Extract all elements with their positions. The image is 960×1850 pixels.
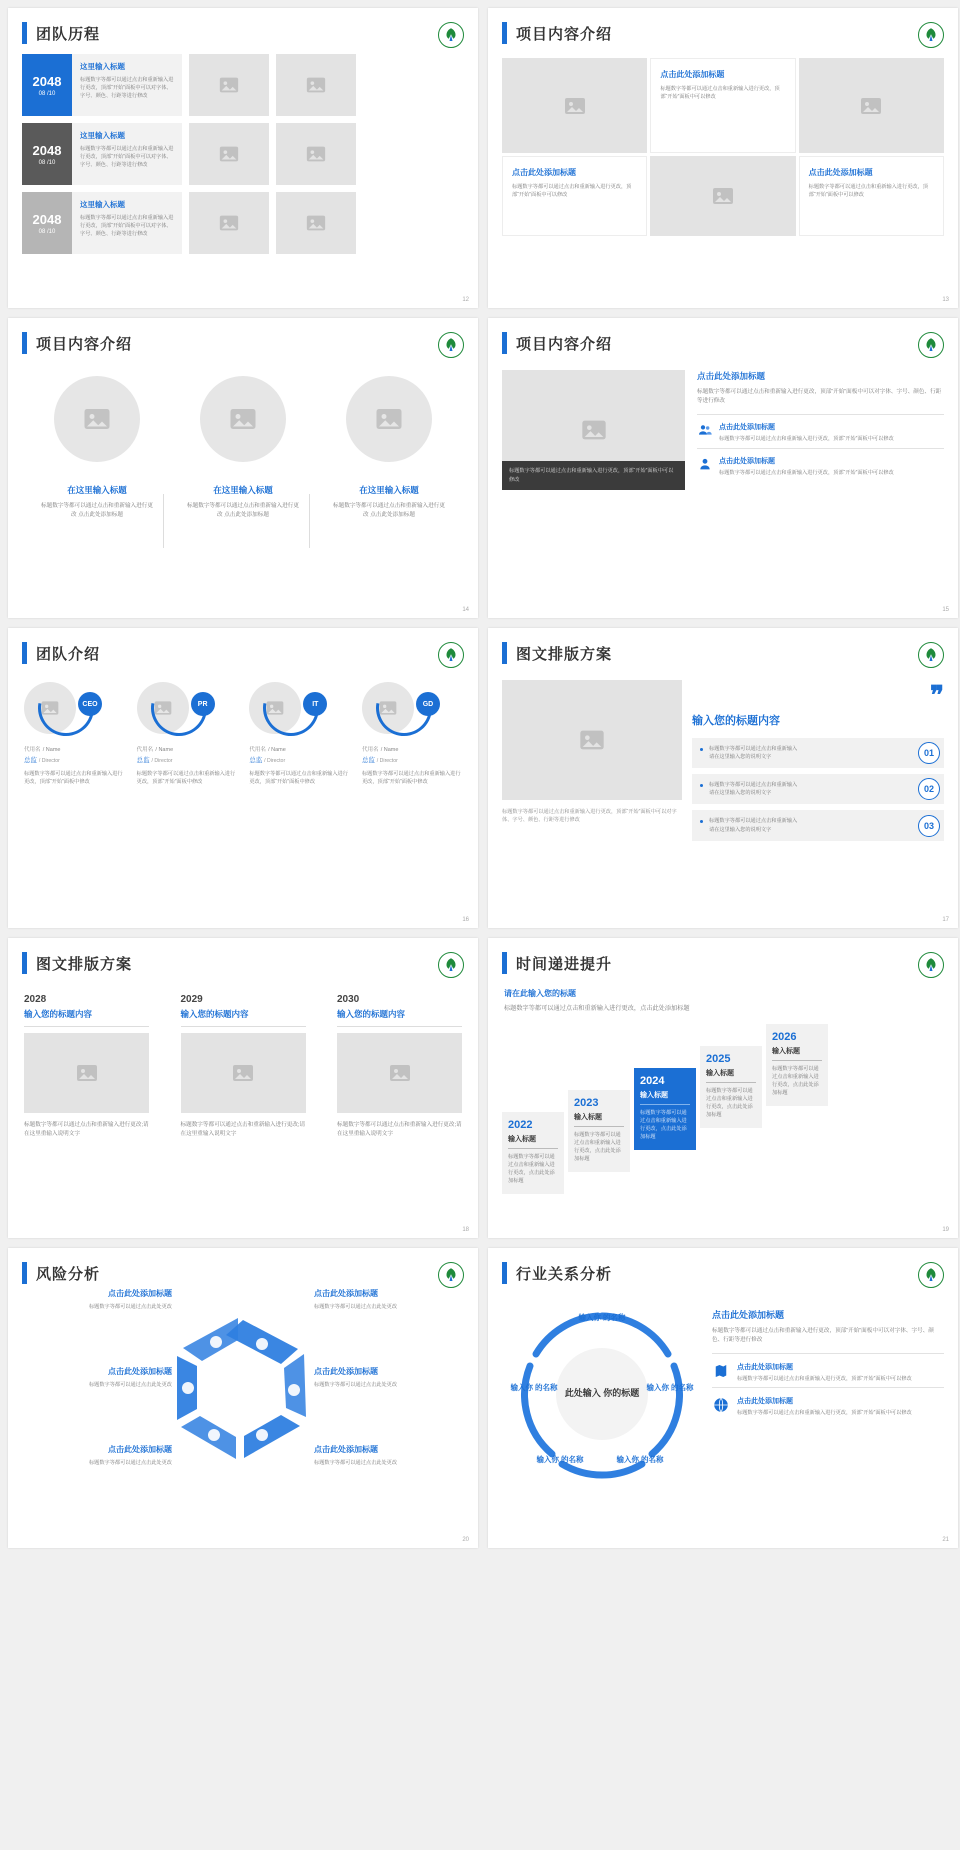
- member-name-en: / Name: [380, 747, 399, 753]
- step-ladder: [488, 1014, 958, 1194]
- page-title: 行业关系分析: [516, 1265, 613, 1283]
- item-body: 标题数字等都可以通过点击此处更改: [314, 1304, 398, 1310]
- step-body: 标题数字等都可以通过点击和重新输入进行更改，点击此处添加标题: [508, 1153, 555, 1185]
- avatar[interactable]: [24, 682, 102, 734]
- list-item[interactable]: [697, 414, 944, 448]
- role-badge: PR: [191, 692, 215, 716]
- item-body: 标题数字等都可以通过点击和重新输入进行更改，顶部“开始”面板中可以修改: [737, 1375, 912, 1382]
- node-label[interactable]: 输入你 的名称: [616, 1455, 664, 1464]
- image-placeholder[interactable]: [276, 123, 356, 185]
- leaf-circle-logo-icon: [918, 332, 944, 358]
- risk-item[interactable]: [22, 1366, 172, 1389]
- content-column: [692, 680, 944, 847]
- step-item-active[interactable]: [634, 1068, 696, 1150]
- panel-heading: 点击此处添加标题: [712, 1310, 785, 1320]
- column-heading: 在这里输入标题: [359, 485, 419, 495]
- step-heading: 输入标题: [574, 1112, 624, 1127]
- cell-body: 标题数字等都可以通过点击和重新输入进行更改，顶部“开始”面板中可以修改: [808, 184, 928, 199]
- title-accent-bar: [502, 952, 507, 974]
- column-heading: 输入您的标题内容: [24, 1008, 149, 1027]
- column-body: 标题数字等都可以通过点击和重新输入进行更改 点击此处添加标题: [333, 503, 445, 518]
- step-item[interactable]: [700, 1046, 762, 1128]
- column-body: 标题数字等都可以通过点击和重新输入进行更改 点击此处添加标题: [187, 503, 299, 518]
- text-cell[interactable]: [650, 58, 795, 153]
- team-grid: [8, 664, 478, 786]
- node-label[interactable]: 输入你 的名称: [646, 1383, 694, 1392]
- item-heading: 点击此处添加标题: [108, 1289, 172, 1298]
- image-placeholder[interactable]: [189, 192, 269, 254]
- leaf-circle-logo-icon: [918, 642, 944, 668]
- item-heading: 点击此处添加标题: [719, 423, 775, 431]
- member-name-cn: 代用名: [361, 747, 379, 753]
- member-role-en: / Director: [151, 758, 173, 764]
- member-body: 标题数字等都可以通过点击和重新输入进行更改，顶部“开始”面板中修改: [136, 771, 236, 786]
- row-line-1: 标题数字等都可以通过点击和重新输入: [709, 818, 798, 825]
- slide-header: [8, 318, 478, 354]
- cell-heading: 点击此处添加标题: [512, 168, 576, 177]
- step-year: 2025: [706, 1052, 731, 1065]
- image-caption: 标题数字等都可以通过点击和重新输入进行更改，顶部“开始”面板中可以修改: [502, 461, 685, 490]
- member-role-en: / Director: [264, 758, 286, 764]
- timeline-date: [22, 192, 72, 254]
- member-name-en: / Name: [42, 747, 61, 753]
- lead-body: 标题数字等都可以通过点击和重新输入进行更改，点击此处添加标题: [504, 1005, 690, 1012]
- role-badge: CEO: [78, 692, 102, 716]
- item-heading: 点击此处添加标题: [737, 1363, 793, 1371]
- quote-layout: [488, 664, 958, 847]
- slide-14: [8, 318, 478, 618]
- column-body: 标题数字等都可以通过点击和重新输入进行更改;请在这里重输入说明文字: [337, 1122, 462, 1137]
- team-member[interactable]: [137, 682, 237, 786]
- image-placeholder[interactable]: [502, 58, 647, 153]
- member-body: 标题数字等都可以通过点击和重新输入进行更改，顶部“开始”面板中修改: [249, 771, 348, 786]
- member-name: [24, 744, 124, 753]
- column-item[interactable]: [327, 376, 452, 520]
- image-placeholder[interactable]: [181, 1033, 306, 1113]
- image-column-right: [276, 54, 356, 254]
- page-number: 13: [942, 297, 949, 303]
- timeline-list: [22, 54, 182, 254]
- leaf-circle-logo-icon: [438, 952, 464, 978]
- page-number: 21: [942, 1537, 949, 1543]
- image-placeholder[interactable]: [276, 54, 356, 116]
- lead-heading: 请在此输入您的标题: [504, 989, 576, 998]
- item-body: 标题数字等都可以通过点击此处更改: [88, 1382, 172, 1388]
- member-role-cn: 总监: [24, 757, 37, 764]
- column-body: 标题数字等都可以通过点击和重新输入进行更改;请在这里重输入说明文字: [24, 1122, 149, 1137]
- list-item[interactable]: [712, 1387, 944, 1421]
- page-title: 图文排版方案: [36, 955, 133, 973]
- image-column-left: [189, 54, 269, 254]
- user-icon: [697, 456, 713, 472]
- risk-item[interactable]: [314, 1288, 464, 1311]
- timeline-daymonth: 08 /10: [38, 159, 56, 166]
- panel-heading: 点击此处添加标题: [697, 371, 766, 381]
- image-text-layout: [488, 354, 958, 490]
- image-placeholder[interactable]: [189, 123, 269, 185]
- item-heading: 点击此处添加标题: [108, 1445, 172, 1454]
- image-placeholder[interactable]: [200, 376, 286, 462]
- step-item[interactable]: [502, 1112, 564, 1194]
- bullet-spacer: [700, 756, 703, 759]
- row-number: 01: [918, 742, 940, 764]
- item-body: 标题数字等都可以通过点击和重新输入进行更改，顶部“开始”面板中可以修改: [737, 1409, 912, 1416]
- member-name-en: / Name: [268, 747, 286, 753]
- timeline-item[interactable]: [22, 54, 182, 116]
- slide-12: [8, 8, 478, 308]
- slide-21: [488, 1248, 958, 1548]
- column-item[interactable]: [181, 376, 306, 520]
- team-member[interactable]: [362, 682, 462, 786]
- pinwheel-hexagon-icon: [148, 1302, 338, 1477]
- image-placeholder[interactable]: [502, 680, 682, 800]
- timeline-heading: 这里输入标题: [80, 200, 125, 209]
- slide-18: [8, 938, 478, 1238]
- avatar[interactable]: [362, 682, 440, 734]
- image-caption: 标题数字等都可以通过点击和重新输入进行更改，顶部“开始”面板中可以对字体、字号、颜色、行距等进行修改: [502, 809, 677, 824]
- slide-header: [8, 628, 478, 664]
- slide-header: [488, 628, 958, 664]
- year-column[interactable]: [337, 994, 462, 1139]
- step-body: 标题数字等都可以通过点击和重新输入进行更改，点击此处添加标题: [574, 1131, 621, 1163]
- page-number: 15: [942, 607, 949, 613]
- step-heading: 输入标题: [772, 1046, 822, 1061]
- slide-header: [488, 318, 958, 354]
- row-number: 02: [918, 778, 940, 800]
- step-year: 2026: [772, 1030, 797, 1043]
- member-body: 标题数字等都可以通过点击和重新输入进行更改，顶部“开始”面板中修改: [361, 771, 461, 786]
- numbered-row[interactable]: [692, 774, 944, 804]
- member-name: [249, 744, 349, 753]
- step-year: 2022: [508, 1118, 533, 1131]
- step-item[interactable]: [766, 1024, 828, 1106]
- page-title: 项目内容介绍: [516, 335, 613, 353]
- panel-body: 标题数字等都可以通过点击和重新输入进行更改，顶部“开始”面板中可以对字体、字号、颜色、行距等进行修改: [712, 1328, 934, 1343]
- step-body: 标题数字等都可以通过点击和重新输入进行更改，点击此处添加标题: [772, 1065, 819, 1097]
- member-name-cn: 代用名: [24, 747, 41, 753]
- team-member[interactable]: [24, 682, 124, 786]
- slide-13: [488, 8, 958, 308]
- bullet-spacer: [700, 828, 703, 831]
- title-accent-bar: [502, 1262, 507, 1284]
- title-accent-bar: [502, 22, 507, 44]
- leaf-circle-logo-icon: [438, 642, 464, 668]
- slide-15: [488, 318, 958, 618]
- relation-layout: [488, 1284, 958, 1494]
- timeline-year: 2048: [32, 211, 62, 227]
- timeline-body-text: 标题数字等都可以通过点击和重新输入进行更改，顶部“开始”面板中可以对字体、字号、颜色、行距等进行修改: [80, 215, 174, 238]
- column-heading: 在这里输入标题: [213, 485, 273, 495]
- page-title: 风险分析: [36, 1265, 101, 1283]
- slide-19: [488, 938, 958, 1238]
- image-placeholder[interactable]: [337, 1033, 462, 1113]
- hub-label: 此处输入 你的标题: [556, 1348, 648, 1440]
- timeline-text: [72, 54, 182, 116]
- image-placeholder[interactable]: [346, 376, 432, 462]
- text-panel: [712, 1294, 944, 1494]
- member-role: [249, 755, 349, 764]
- timeline-heading: 这里输入标题: [80, 131, 125, 140]
- quote-icon: ❞: [930, 680, 944, 710]
- row-line-2: 请在这里输入您的说明文字: [709, 790, 772, 797]
- timeline-text: [72, 123, 182, 185]
- member-role-cn: 总监: [136, 757, 150, 764]
- step-body: 标题数字等都可以通过点击和重新输入进行更改，点击此处添加标题: [640, 1109, 687, 1141]
- risk-item[interactable]: [314, 1366, 464, 1389]
- row-line-1: 标题数字等都可以通过点击和重新输入: [709, 746, 798, 753]
- member-body: 标题数字等都可以通过点击和重新输入进行更改，顶部“开始”面板中修改: [24, 771, 123, 786]
- timeline-text: [72, 192, 182, 254]
- timeline-daymonth: 08 /10: [38, 228, 56, 235]
- page-title: 项目内容介绍: [36, 335, 133, 353]
- column-body: 标题数字等都可以通过点击和重新输入进行更改;请在这里重输入说明文字: [180, 1122, 306, 1137]
- numbered-row[interactable]: [692, 738, 944, 768]
- slide-16: [8, 628, 478, 928]
- step-item[interactable]: [568, 1090, 630, 1172]
- year-column[interactable]: [24, 994, 149, 1139]
- step-heading: 输入标题: [640, 1090, 690, 1105]
- team-member[interactable]: [249, 682, 349, 786]
- timeline-body-text: 标题数字等都可以通过点击和重新输入进行更改，顶部“开始”面板中可以对字体、字号、颜色、行距等进行修改: [80, 146, 174, 169]
- title-accent-bar: [502, 332, 507, 354]
- timeline-item[interactable]: [22, 123, 182, 185]
- image-placeholder[interactable]: [799, 58, 944, 153]
- leaf-circle-logo-icon: [918, 952, 944, 978]
- item-body: 标题数字等都可以通过点击和重新输入进行更改，顶部“开始”面板中可以修改: [719, 435, 894, 442]
- row-number: 03: [918, 815, 940, 837]
- image-column: [502, 680, 682, 847]
- member-name-cn: 代用名: [136, 747, 154, 753]
- risk-item[interactable]: [22, 1288, 172, 1311]
- step-heading: 输入标题: [508, 1134, 558, 1149]
- avatar[interactable]: [137, 682, 215, 734]
- page-number: 12: [462, 297, 469, 303]
- member-role-cn: 总监: [361, 757, 375, 764]
- image-placeholder[interactable]: [189, 54, 269, 116]
- slide-header: [8, 8, 478, 44]
- item-body: 标题数字等都可以通过点击和重新输入进行更改，顶部“开始”面板中可以修改: [719, 469, 894, 476]
- hexagon-diagram: [8, 1284, 478, 1499]
- step-year: 2024: [640, 1074, 665, 1087]
- timeline-year: 2048: [32, 73, 62, 89]
- column-heading: 在这里输入标题: [67, 485, 127, 495]
- list-item[interactable]: [712, 1353, 944, 1387]
- row-line-1: 标题数字等都可以通过点击和重新输入: [709, 782, 798, 789]
- image-placeholder[interactable]: [24, 1033, 149, 1113]
- year-label: 2030: [337, 994, 360, 1005]
- page-title: 图文排版方案: [516, 645, 613, 663]
- globe-icon: [712, 1396, 730, 1414]
- text-cell[interactable]: [799, 156, 944, 236]
- member-role: [362, 755, 462, 764]
- title-accent-bar: [22, 1262, 27, 1284]
- image-placeholder[interactable]: [650, 156, 795, 236]
- item-heading: 点击此处添加标题: [314, 1367, 378, 1376]
- page-number: 20: [462, 1537, 469, 1543]
- text-panel: [697, 370, 944, 490]
- leaf-circle-logo-icon: [438, 22, 464, 48]
- member-role: [24, 755, 124, 764]
- timeline-year: 2048: [32, 142, 62, 158]
- item-heading: 点击此处添加标题: [108, 1367, 172, 1376]
- column-heading: 输入您的标题内容: [181, 1008, 306, 1027]
- bullet-dot: [700, 820, 703, 823]
- node-label[interactable]: 输入你 的名称: [578, 1313, 626, 1322]
- role-badge: IT: [303, 692, 327, 716]
- leaf-circle-logo-icon: [918, 22, 944, 48]
- slide-17: [488, 628, 958, 928]
- divider: [163, 494, 164, 548]
- item-heading: 点击此处添加标题: [314, 1289, 378, 1298]
- cell-heading: 点击此处添加标题: [808, 168, 873, 177]
- leaf-circle-logo-icon: [438, 332, 464, 358]
- list-item[interactable]: [697, 448, 944, 482]
- year-columns: [8, 974, 478, 1139]
- title-accent-bar: [22, 22, 27, 44]
- map-icon: [712, 1362, 730, 1380]
- page-number: 14: [462, 607, 469, 613]
- step-body: 标题数字等都可以通过点击和重新输入进行更改，点击此处添加标题: [706, 1087, 753, 1119]
- slide-header: [488, 8, 958, 44]
- timeline-body-text: 标题数字等都可以通过点击和重新输入进行更改，顶部“开始”面板中可以对字体、字号、颜色、行距等进行修改: [80, 77, 174, 100]
- avatar[interactable]: [249, 682, 327, 734]
- users-icon: [697, 422, 713, 438]
- cell-heading: 点击此处添加标题: [660, 70, 725, 79]
- year-label: 2029: [180, 994, 203, 1005]
- timeline-body: [8, 44, 478, 254]
- risk-item[interactable]: [314, 1444, 464, 1467]
- cell-body: 标题数字等都可以通过点击和重新输入进行更改，顶部“开始”面板中可以修改: [660, 86, 780, 101]
- page-number: 16: [462, 917, 469, 923]
- text-cell[interactable]: [502, 156, 647, 236]
- page-number: 19: [942, 1227, 949, 1233]
- slide-20: [8, 1248, 478, 1548]
- page-number: 18: [462, 1227, 469, 1233]
- cell-body: 标题数字等都可以通过点击和重新输入进行更改，顶部“开始”面板中可以修改: [512, 184, 632, 199]
- step-year: 2023: [574, 1096, 599, 1109]
- member-role-en: / Director: [38, 758, 60, 764]
- lead-block: [488, 974, 958, 1014]
- page-title: 团队历程: [36, 25, 101, 43]
- page-title: 团队介绍: [36, 645, 101, 663]
- slide-header: [488, 1248, 958, 1284]
- page-title: 项目内容介绍: [516, 25, 613, 43]
- bullet-dot: [700, 784, 703, 787]
- leaf-circle-logo-icon: [918, 1262, 944, 1288]
- three-column-layout: [8, 354, 478, 520]
- item-body: 标题数字等都可以通过点击此处更改: [88, 1460, 172, 1466]
- row-line-2: 请在这里输入您的说明文字: [709, 754, 772, 761]
- timeline-item[interactable]: [22, 192, 182, 254]
- member-role: [137, 755, 237, 764]
- item-heading: 点击此处添加标题: [719, 457, 775, 465]
- year-label: 2028: [24, 994, 47, 1005]
- item-heading: 点击此处添加标题: [737, 1397, 793, 1405]
- slide-header: [8, 1248, 478, 1284]
- column-item[interactable]: [35, 376, 160, 520]
- node-label[interactable]: 输入你 的名称: [510, 1383, 558, 1392]
- bullet-spacer: [700, 792, 703, 795]
- slide-header: [488, 938, 958, 974]
- column-heading: 输入您的标题内容: [337, 1008, 462, 1027]
- row-line-2: 请在这里输入您的说明文字: [709, 826, 772, 833]
- member-name: [137, 744, 237, 753]
- item-body: 标题数字等都可以通过点击此处更改: [314, 1382, 398, 1388]
- year-column[interactable]: [181, 994, 306, 1139]
- risk-item[interactable]: [22, 1444, 172, 1467]
- timeline-daymonth: 08 /10: [38, 90, 56, 97]
- title-accent-bar: [502, 642, 507, 664]
- title-accent-bar: [22, 952, 27, 974]
- page-number: 17: [942, 917, 949, 923]
- timeline-date: [22, 54, 72, 116]
- divider: [309, 494, 310, 548]
- page-title: 时间递进提升: [516, 955, 613, 973]
- member-role-cn: 总监: [249, 757, 263, 764]
- item-body: 标题数字等都可以通过点击此处更改: [88, 1304, 172, 1310]
- panel-body: 标题数字等都可以通过点击和重新输入进行更改，顶部“开始”面板中可以对字体、字号、颜色、行距等进行修改: [697, 389, 942, 404]
- role-badge: GD: [416, 692, 440, 716]
- item-body: 标题数字等都可以通过点击此处更改: [314, 1460, 398, 1466]
- member-role-en: / Director: [376, 758, 398, 764]
- timeline-date: [22, 123, 72, 185]
- image-placeholder[interactable]: [276, 192, 356, 254]
- node-label[interactable]: 输入你 的名称: [536, 1455, 584, 1464]
- title-accent-bar: [22, 642, 27, 664]
- title-accent-bar: [22, 332, 27, 354]
- step-heading: 输入标题: [706, 1068, 756, 1083]
- column-body: 标题数字等都可以通过点击和重新输入进行更改 点击此处添加标题: [41, 503, 153, 518]
- member-name-en: / Name: [155, 747, 174, 753]
- content-heading: 输入您的标题内容: [692, 715, 780, 728]
- image-placeholder[interactable]: [502, 370, 685, 490]
- member-name-cn: 代用名: [249, 747, 266, 753]
- item-heading: 点击此处添加标题: [314, 1445, 378, 1454]
- member-name: [362, 744, 462, 753]
- radial-diagram: [502, 1294, 702, 1494]
- bullet-dot: [700, 748, 703, 751]
- image-placeholder[interactable]: [54, 376, 140, 462]
- hex-graphic: [148, 1302, 338, 1482]
- slide-header: [8, 938, 478, 974]
- content-grid: [502, 58, 944, 236]
- timeline-heading: 这里输入标题: [80, 62, 125, 71]
- numbered-row[interactable]: [692, 810, 944, 840]
